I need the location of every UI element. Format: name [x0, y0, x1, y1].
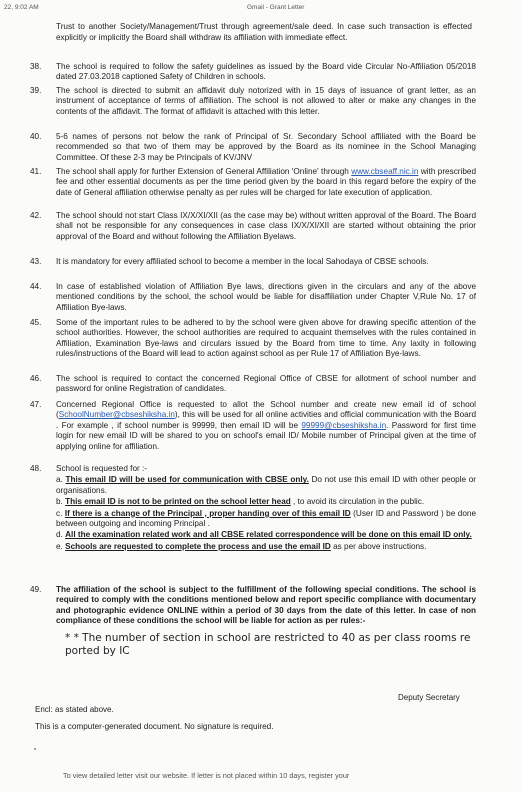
item-text: . Password for first time login for new email ID will be shared to you on school's email ID/ Mobile number of Principal given at the time of applying online for affiliation. [56, 420, 476, 451]
item-text: It is mandatory for every affiliated school to become a member in the local Sahodaya of CBSE schools. [56, 257, 429, 266]
item-text: with prescribed fee and other essential documents as per the time period given by the board in this regard before the expiry of the date of General affiliation otherwise penalty as per rules will be charged for late execution of application. [56, 167, 476, 197]
sub-item-a: a. This email ID will be used for communication with CBSE only. Do not use this email ID with other people or organisations. [56, 475, 476, 495]
item-number: 40. [30, 132, 42, 141]
item-text: School is requested for :- [56, 464, 148, 473]
item-text: In case of established violation of Affiliation Bye laws, directions given in the circulars and any of the above mentioned conditions by the school, the school would be liable for disaffiliation under Chapter V,Rule No. 17 of Affiliation Bye-laws. [56, 282, 476, 312]
item-text: The school is required to follow the safety guidelines as issued by the Board vide Circular No-Affiliation 05/2018 dated 27.03.2018 captioned Safety of Children in schools. [56, 62, 476, 82]
list-item-45 [30, 318, 476, 360]
list-item-42 [30, 211, 476, 242]
item-number: 49. [30, 585, 42, 594]
list-item-47 [30, 400, 476, 452]
item-number: 43. [30, 257, 42, 266]
item-text: ), this will be used for all online activities and official communication with the Board . For example , if school number is 99999, then email ID will be [56, 410, 476, 430]
list-item-40 [30, 132, 476, 163]
computer-generated-note: This is a computer-generated document. No signature is required. [35, 722, 274, 731]
example-email-link[interactable]: 99999@cbseshiksha.in [301, 420, 387, 430]
special-condition-text: * * The number of section in school are restricted to 40 as per class rooms re ported by IC [65, 632, 471, 657]
item-text: 5-6 names of persons not below the rank of Principal of Sr. Secondary School affiliated with the Board be recommended so that two of them may be approved by the Board as its nominee in the School Managing Committee. Of these 2-3 may be Principals of KV/JNV [56, 132, 476, 162]
enclosure-note: Encl: as stated above. [35, 705, 114, 714]
list-item-49 [30, 585, 476, 627]
affiliation-website-link[interactable]: www.cbseaff.nic.in [351, 167, 419, 176]
item-text: The school is required to contact the concerned Regional Office of CBSE for allotment of school number and password for online Registration of candidates. [56, 374, 476, 394]
sub-item-e: e. Schools are requested to complete the process and use the email ID as per above instructions. [56, 541, 427, 551]
item-text: Concerned Regional Office is requested to allot the School number and create new email id of school ( [56, 400, 476, 420]
item-number: 47. [30, 400, 42, 409]
print-timestamp: 22, 9:02 AM [4, 4, 39, 11]
list-item-41 [30, 167, 476, 198]
list-item-39 [30, 86, 476, 117]
sub-item-d: d. All the examination related work and all CBSE related correspondence will be done on this email ID only. [56, 530, 472, 540]
item-number: 38. [30, 62, 42, 71]
list-item-38 [30, 62, 476, 83]
item-number: 42. [30, 211, 42, 220]
item-number: 41. [30, 167, 42, 176]
list-item-46 [30, 374, 476, 395]
item-number: 46. [30, 374, 42, 383]
school-email-pattern-link[interactable]: SchoolNumber@cbseshiksha.in [58, 410, 175, 420]
item-text: The school is directed to submit an affidavit duly notorized with in 15 days of issuance of grant letter, as an instrument of acceptance of terms of affiliation. The school is not allowed to alter or make any changes in the contents of the affidavit. The format of affidavit is attached with this letter. [56, 86, 476, 116]
sub-item-b: b. This email ID is not to be printed on the school letter head , to avoid its circulation in the public. [56, 497, 425, 507]
item-text: Some of the important rules to be adhered to by the school were given above for drawing specific attention of the school authorities. However, the school authorities are required to acquaint themselves with the rules contained in Affiliation, Examination Bye-laws and circulars issued by the Board from time to time. Any laxity in following rules/instructions of the Board will lead to action against school as per Rule 17 of Affiliation Bye-laws. [56, 318, 476, 359]
signatory-title: Deputy Secretary [398, 693, 460, 702]
list-item-43 [30, 257, 476, 267]
item-number: 45. [30, 318, 42, 327]
print-title: Gmail - Grant Letter [247, 4, 305, 11]
list-item-48 [30, 464, 476, 553]
page-header [0, 4, 522, 16]
list-item-44 [30, 282, 476, 313]
intro-paragraph: Trust to another Society/Management/Trust through agreement/sale deed. In case such transaction is effected explicitly or implicitly the Board shall withdraw its affiliation with immediate effect. [56, 22, 472, 42]
scan-speck [34, 748, 36, 750]
item-number: 39. [30, 86, 42, 95]
item-text: The school should not start Class IX/X/XI/XII (as the case may be) without written approval of the Board. The Board shall not be responsible for any consequences in case class IX/X/XI/XII are started without obtaining the prior approval of the Board and without following the Affiliation Byelaws. [56, 211, 476, 241]
item-text: The affiliation of the school is subject to the fulfillment of the following special conditions. The school is required to comply with the conditions mentioned below and report specific compliance with documentary and photographic evidence ONLINE within a period of 30 days from the date of this letter. In case of non compliance of these conditions the school will be liable for action as per rules:- [56, 585, 476, 626]
item-text: The school shall apply for further Extension of General Affiliation 'Online' through [56, 167, 352, 176]
page-footer: To view detailed letter visit our website. If letter is not placed within 10 days, register your [63, 771, 350, 780]
item-number: 44. [30, 282, 42, 291]
sub-item-c: c. If there is a change of the Principal , proper handing over of this email ID (User ID and Password ) be done between outgoing and incoming Principal . [56, 508, 476, 529]
item-number: 48. [30, 464, 42, 473]
